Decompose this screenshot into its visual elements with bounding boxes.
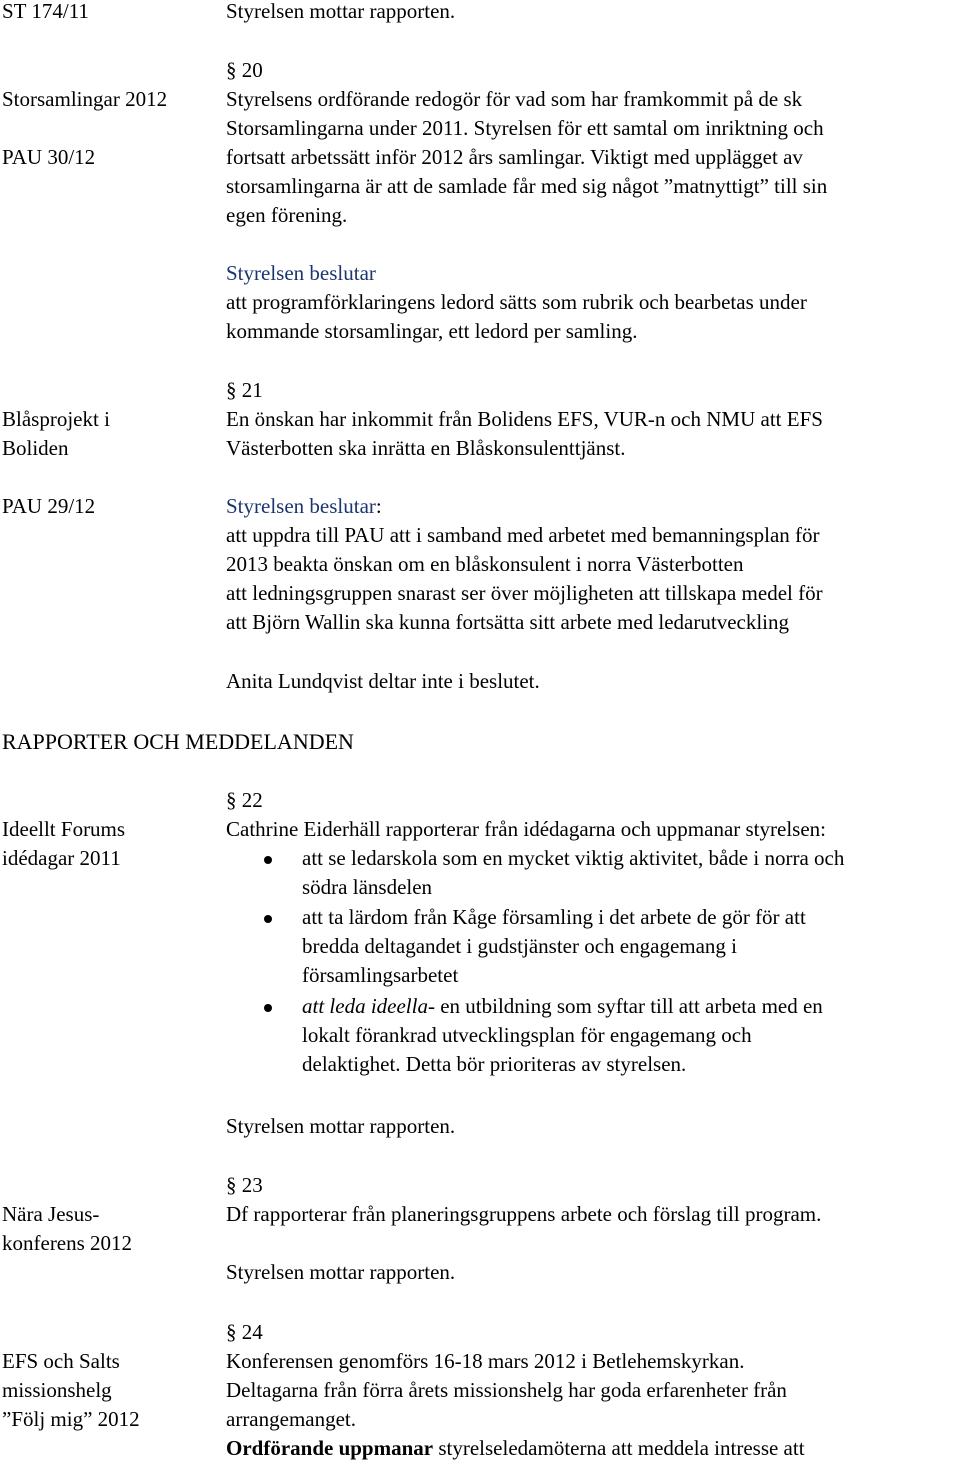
left-label-pau30: PAU 30/12 (2, 145, 96, 169)
section-22-number: § 22 (226, 788, 263, 812)
left-label-storsamlingar: Storsamlingar 2012 (2, 87, 168, 111)
left-label-ideellt-1: Ideellt Forums (2, 817, 126, 841)
section-24-bold: Ordförande uppmanar (226, 1436, 434, 1460)
section-22-intro: Cathrine Eiderhäll rapporterar från idédagarna och uppmanar styrelsen: (226, 817, 826, 841)
section-21-decision-line: 2013 beakta önskan om en blåskonsulent i norra Västerbotten (226, 552, 744, 576)
section-24-line: arrangemanget. (226, 1407, 357, 1431)
section-21-decision-line: att Björn Wallin ska kunna fortsätta sitt arbete med ledarutveckling (226, 610, 790, 634)
left-label-ideellt-2: idédagar 2011 (2, 846, 121, 870)
bullet-2-line: församlingsarbetet (302, 963, 459, 987)
section-20-decision-heading: Styrelsen beslutar (226, 261, 376, 285)
bullet-icon (264, 856, 272, 864)
section-24-line: Konferensen genomförs 16-18 mars 2012 i Betlehemskyrkan. (226, 1349, 745, 1373)
section-24-number: § 24 (226, 1320, 263, 1344)
section-24-line (226, 1434, 805, 1463)
section-21-decision-line: att ledningsgruppen snarast ser över möjligheten att tillskapa medel för (226, 581, 823, 605)
section-22-mottar: Styrelsen mottar rapporten. (226, 1114, 456, 1138)
left-label-efs-3: ”Följ mig” 2012 (2, 1407, 140, 1431)
section-20-line: storsamlingarna är att de samlade får med sig något ”matnyttigt” till sin (226, 174, 828, 198)
section-20-line: Styrelsens ordförande redogör för vad som har framkommit på de sk (226, 87, 803, 111)
decision-heading-colon: : (375, 494, 382, 518)
bullet-3-line: lokalt förankrad utvecklingsplan för engagemang och (302, 1023, 752, 1047)
decision-heading-text: Styrelsen beslutar (226, 494, 376, 518)
bullet-3-line (302, 992, 823, 1021)
section-21-decision-heading (226, 492, 382, 521)
left-label-pau29: PAU 29/12 (2, 494, 96, 518)
bullet-icon (264, 1004, 272, 1012)
section-21-note: Anita Lundqvist deltar inte i beslutet. (226, 669, 540, 693)
bullet-icon (264, 915, 272, 923)
bullet-2-line: bredda deltagandet i gudstjänster och engagemang i (302, 934, 738, 958)
section-21-decision-line: att uppdra till PAU att i samband med arbetet med bemanningsplan för (226, 523, 820, 547)
section-21-line: En önskan har inkommit från Bolidens EFS, VUR-n och NMU att EFS (226, 407, 823, 431)
section-24-rest: styrelseledamöterna att meddela intresse att (433, 1436, 805, 1460)
left-label-efs-2: missionshelg (2, 1378, 112, 1402)
section-21-number: § 21 (226, 378, 263, 402)
section-20-line: Storsamlingarna under 2011. Styrelsen för ett samtal om inriktning och (226, 116, 824, 140)
top-mottar: Styrelsen mottar rapporten. (226, 0, 456, 23)
section-20-number: § 20 (226, 58, 263, 82)
left-label-efs-1: EFS och Salts (2, 1349, 120, 1373)
bullet-2-line: att ta lärdom från Kåge församling i det arbete de gör för att (302, 905, 806, 929)
section-20-line: egen förening. (226, 203, 348, 227)
section-20-line: fortsatt arbetssätt inför 2012 års samlingar. Viktigt med upplägget av (226, 145, 803, 169)
section-24-line: Deltagarna från förra årets missionshelg har goda erfarenheter från (226, 1378, 787, 1402)
bullet-1-line: att se ledarskola som en mycket viktig aktivitet, både i norra och (302, 846, 845, 870)
bullet-3-rest: en utbildning som syftar till att arbeta med en (434, 994, 823, 1018)
section-21-line: Västerbotten ska inrätta en Blåskonsulenttjänst. (226, 436, 626, 460)
left-label-blasprojekt-1: Blåsprojekt i (2, 407, 110, 431)
section-heading: RAPPORTER OCH MEDDELANDEN (2, 729, 354, 754)
section-20-decision-line: att programförklaringens ledord sätts som rubrik och bearbetas under (226, 290, 807, 314)
left-label-blasprojekt-2: Boliden (2, 436, 69, 460)
section-23-text: Df rapporterar från planeringsgruppens arbete och förslag till program. (226, 1202, 822, 1226)
section-23-number: § 23 (226, 1173, 263, 1197)
section-23-mottar: Styrelsen mottar rapporten. (226, 1260, 456, 1284)
section-20-decision-line: kommande storsamlingar, ett ledord per samling. (226, 319, 638, 343)
left-label-nara-1: Nära Jesus- (2, 1202, 100, 1226)
bullet-3-italic: att leda ideella- (302, 994, 435, 1018)
left-label-nara-2: konferens 2012 (2, 1231, 133, 1255)
bullet-3-line: delaktighet. Detta bör prioriteras av styrelsen. (302, 1052, 687, 1076)
left-label-st: ST 174/11 (2, 0, 89, 23)
bullet-1-line: södra länsdelen (302, 875, 433, 899)
